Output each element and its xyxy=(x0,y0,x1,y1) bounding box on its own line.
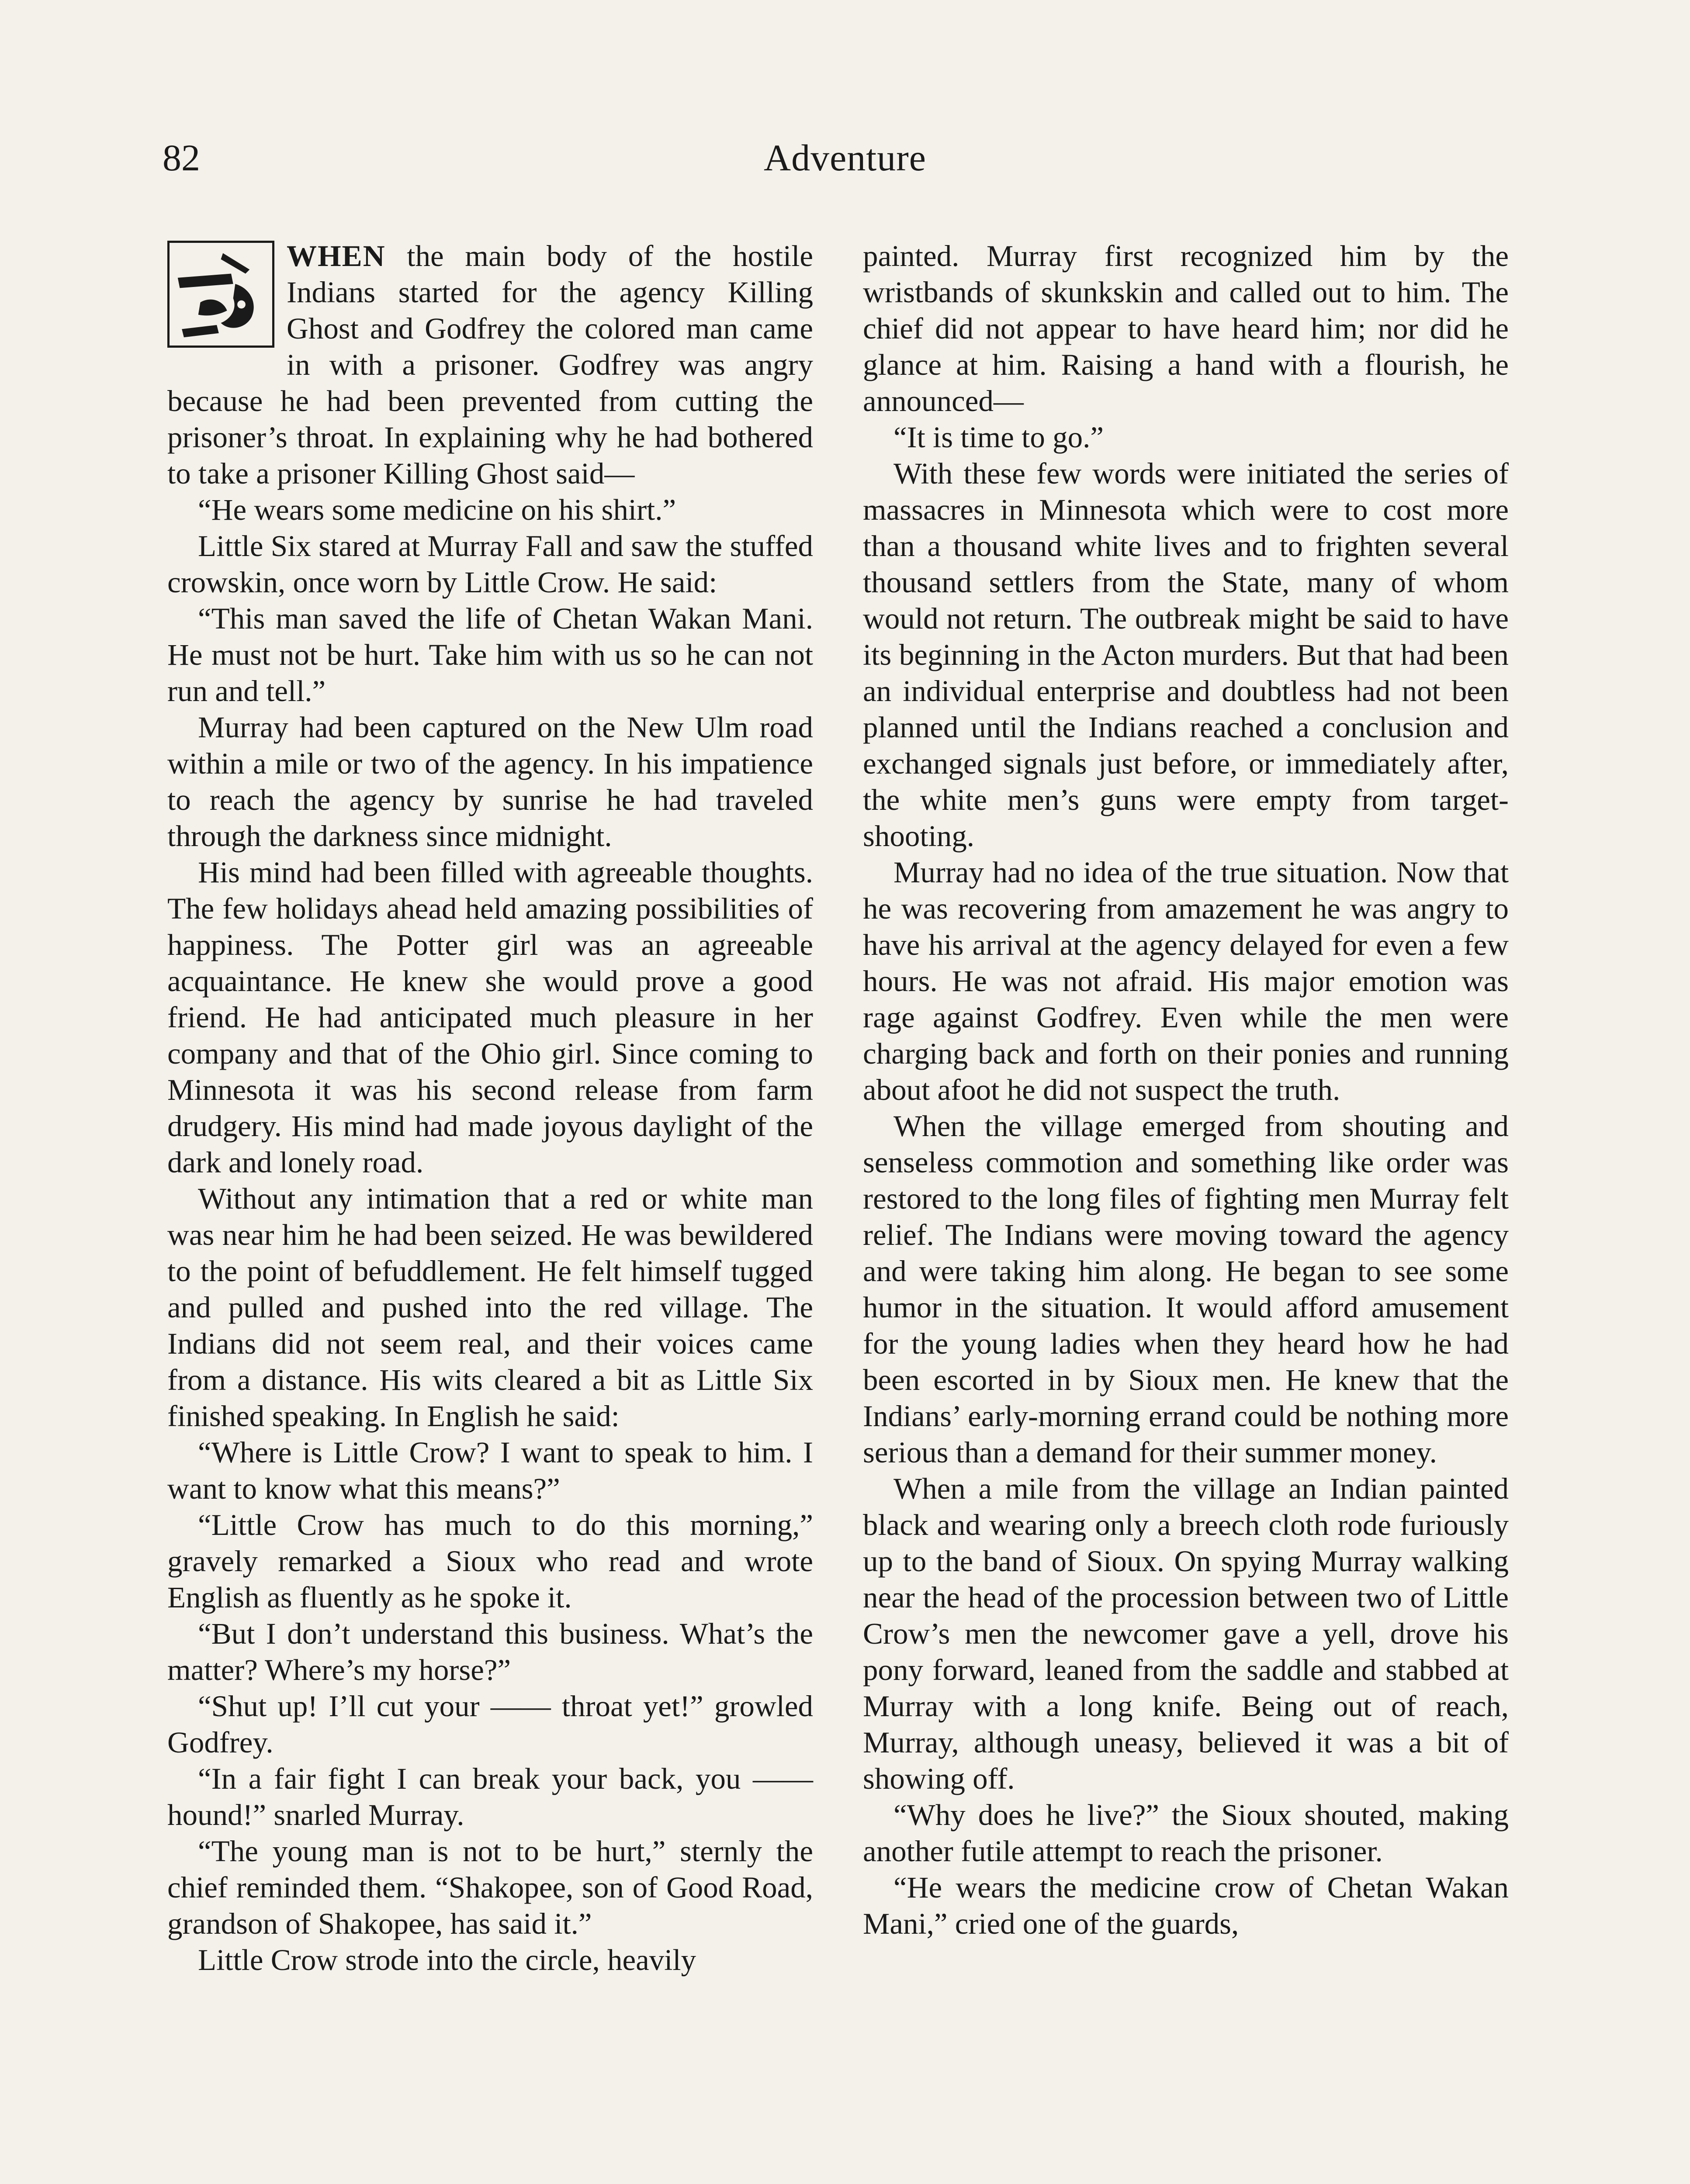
paragraph: “The young man is not to be hurt,” sternly the chief reminded them. “Shakopee, son of Good Road, grandson of Shakopee, has said it.” xyxy=(167,1835,813,1940)
paragraph: “It is time to go.” xyxy=(893,421,1104,454)
left-column xyxy=(167,238,813,1978)
opening-paragraph xyxy=(167,238,813,492)
paragraph: “This man saved the life of Chetan Wakan Mani. He must not be hurt. Take him with us so he can not run and tell.” xyxy=(167,602,813,708)
paragraph: His mind had been filled with agreeable thoughts. The few holidays ahead held amazing possibilities of happiness. The Potter girl was an agreeable acquaintance. He knew she would prove a good friend. He had anticipated much pleasure in her company and that of the Ohio girl. Since coming to Minnesota it was his second release from farm drudgery. His mind had made joyous daylight of the dark and lonely road. xyxy=(167,856,813,1179)
paragraph: Murray had no idea of the true situation. Now that he was recovering from amazement he was angry to have his arrival at the agency delayed for even a few hours. He was not afraid. His major emotion was rage against Godfrey. Even while the men were charging back and forth on their ponies and running about afoot he did not suspect the truth. xyxy=(863,856,1509,1106)
page-number: 82 xyxy=(163,137,200,179)
decorative-initial-icon xyxy=(167,241,274,348)
paragraph: painted. Murray first recognized him by the wristbands of skunkskin and called out to him. The chief did not appear to have heard him; nor did he glance at him. Raising a hand with a flourish, he announced— xyxy=(863,239,1509,418)
lead-word: WHEN xyxy=(287,239,386,273)
paragraph: Little Six stared at Murray Fall and saw the stuffed crowskin, once worn by Little Crow. He said: xyxy=(167,529,813,599)
paragraph: Murray had been captured on the New Ulm road within a mile or two of the agency. In his impatience to reach the agency by sunrise he had traveled through the darkness since midnight. xyxy=(167,711,813,853)
paragraph: “He wears the medicine crow of Chetan Wakan Mani,” cried one of the guards, xyxy=(863,1871,1509,1940)
paragraph: “Shut up! I’ll cut your —— throat yet!” growled Godfrey. xyxy=(167,1690,813,1759)
paragraph: “But I don’t understand this business. What’s the matter? Where’s my horse?” xyxy=(167,1617,813,1686)
paragraph: “He wears some medicine on his shirt.” xyxy=(198,493,676,526)
paragraph: “Little Crow has much to do this morning,” gravely remarked a Sioux who read and wrote English as fluently as he spoke it. xyxy=(167,1508,813,1614)
paragraph: When the village emerged from shouting and senseless commotion and something like order was restored to the long files of fighting men Murray felt relief. The Indians were moving toward the agency and were taking him along. He began to see some humor in the situation. It would afford amusement for the young ladies when they heard how he had been escorted in by Sioux men. He knew that the Indians’ early-morning errand could be nothing more serious than a demand for their summer money. xyxy=(863,1109,1509,1469)
paragraph: “Why does he live?” the Sioux shouted, making another futile attempt to reach the prisoner. xyxy=(863,1798,1509,1868)
paragraph: Little Crow strode into the circle, heavily xyxy=(198,1943,696,1977)
running-head: Adventure xyxy=(764,137,926,179)
paragraph: Without any intimation that a red or white man was near him he had been seized. He was bewildered to the point of befuddlement. He felt himself tugged and pulled and pushed into the red village. The Indians did not seem real, and their voices came from a distance. His wits cleared a bit as Little Six finished speaking. In English he said: xyxy=(167,1182,813,1433)
paragraph: “In a fair fight I can break your back, you —— hound!” snarled Murray. xyxy=(167,1762,813,1832)
paragraph: With these few words were initiated the series of massacres in Minnesota which were to cost more than a thousand white lives and to frighten several thousand settlers from the State, many of whom would not return. The outbreak might be said to have its beginning in the Acton murders. But that had been an individual enterprise and doubtless had not been planned until the Indians reached a conclusion and exchanged signals just before, or immediately after, the white men’s guns were empty from target-shooting. xyxy=(863,457,1509,853)
paragraph: When a mile from the village an Indian painted black and wearing only a breech cloth rode furiously up to the band of Sioux. On spying Murray walking near the head of the procession between two of Little Crow’s men the newcomer gave a yell, drove his pony forward, leaned from the saddle and stabbed at Murray with a long knife. Being out of reach, Murray, although uneasy, believed it was a bit of showing off. xyxy=(863,1472,1509,1795)
right-column xyxy=(863,238,1509,1942)
paragraph: “Where is Little Crow? I want to speak to him. I want to know what this means?” xyxy=(167,1436,813,1505)
paragraph-text: the main body of the hostile Indians started for the agency Killing Ghost and Godfrey the colored man came in with a prisoner. Godfrey was angry because he had been prevented from cutting the prisoner’s throat. In explaining why he had bothered to take a prisoner Killing Ghost said— xyxy=(167,239,813,490)
